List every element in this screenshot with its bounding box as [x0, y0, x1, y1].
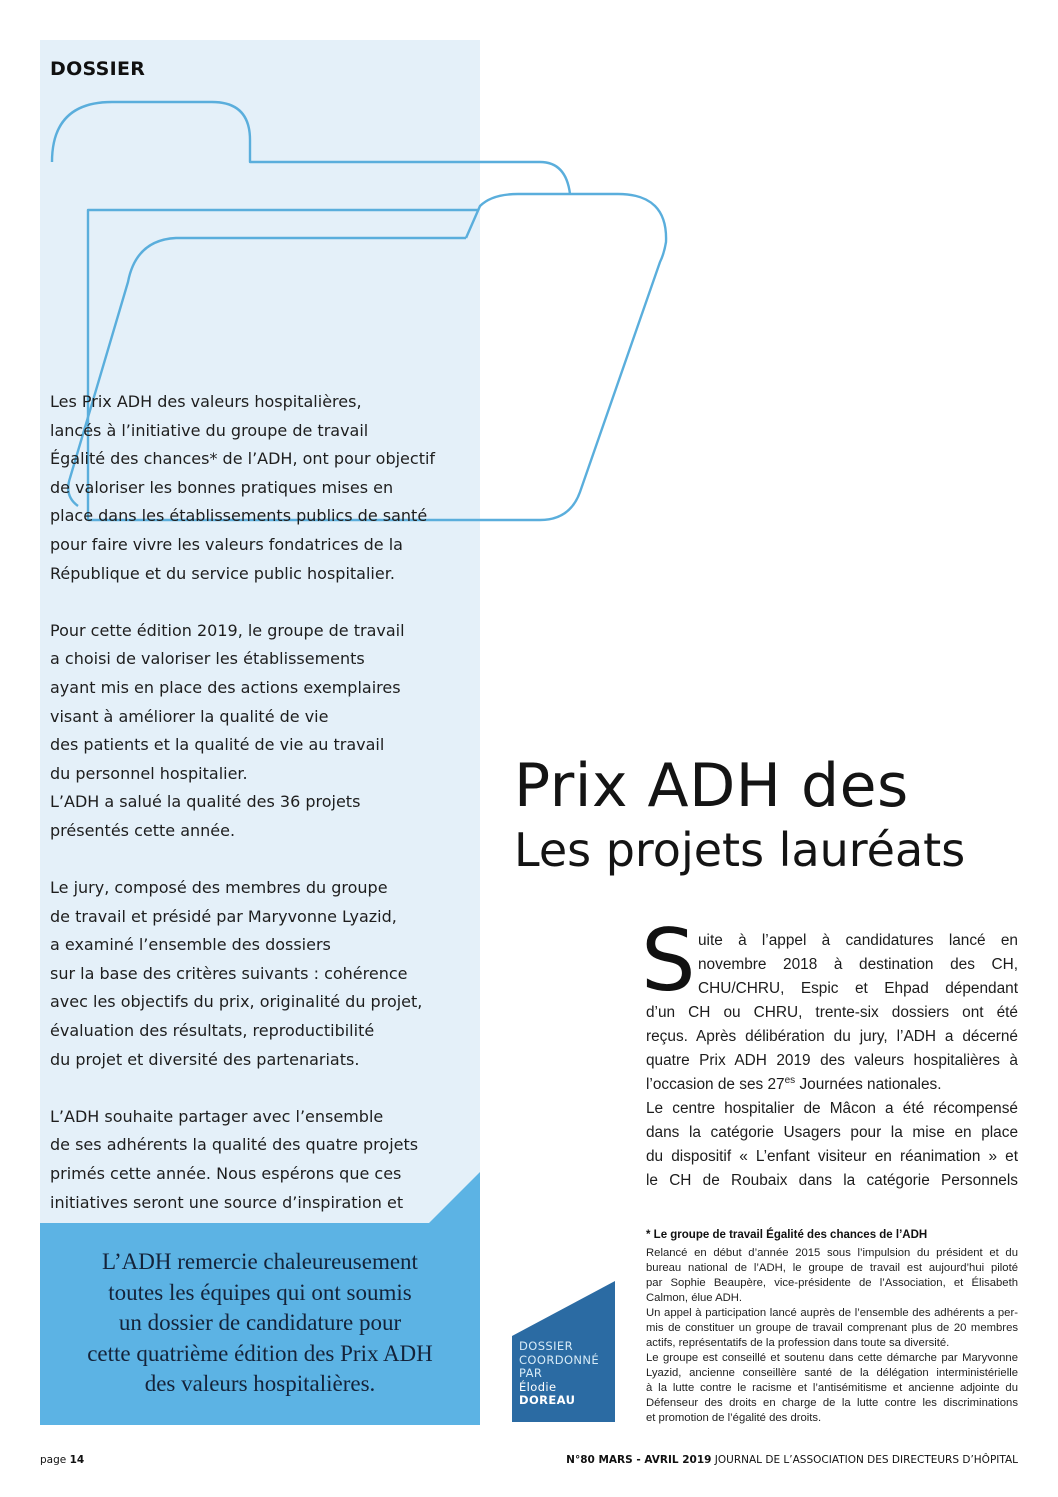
page-subtitle: Les projets lauréats — [514, 823, 966, 877]
lead-line: d’un CH ou CHRU, trente-six dossiers ont été — [646, 1004, 1018, 1021]
lead-line: Le centre hospitalier de Mâcon a été récompensé — [646, 1100, 1018, 1117]
footnote-line: Lyazid, ancienne conseillère santé de la délégation interministérielle — [646, 1367, 1018, 1379]
footnote-line: Un appel à participation lancé auprès de l’ensemble des adhérents a per- — [646, 1307, 1018, 1319]
footnote-line: bureau national de l’ADH, le groupe de travail est aujourd’hui piloté — [646, 1262, 1018, 1274]
lead-line: du dispositif « L’enfant visiteur en réanimation » et — [646, 1148, 1018, 1165]
footnote-line: à la lutte contre le racisme et l’antisémitisme et ancienne adjointe du — [646, 1382, 1018, 1394]
intro-paragraph: L’ADH souhaite partager avec l’ensemble de ses adhérents la qualité des quatre projets primés cette année. Nous espérons que ces initiatives seront une source d’inspiration et — [50, 1106, 419, 1212]
lead-line: CHU/CHRU, Espic et Ehpad dépendant — [698, 980, 1018, 997]
lead-line: reçus. Après délibération du jury, l’ADH a décerné — [646, 1028, 1018, 1045]
page-title: Prix ADH des — [514, 751, 909, 821]
lead-line: novembre 2018 à destination des CH, — [698, 956, 1018, 973]
footnote-line: par Sophie Beaupère, vice-présidente de l’Association, et Élisabeth — [646, 1277, 1018, 1289]
lead-line: l’occasion de ses $27^{es}$ Journées nationales. — [646, 1074, 942, 1093]
footnote-line: Relancé en début d’année 2015 sous l’impulsion du président et du — [646, 1247, 1018, 1259]
intro-paragraph: Le jury, composé des membres du groupe de travail et présidé par Maryvonne Lyazid, a examiné l’ensemble des dossiers sur la base des critères suivants : cohérence avec les objectifs du prix, originalité du projet, évaluation des résultats, reproductibilité du projet et diversité des partenariats. — [50, 878, 423, 1069]
lead-line: dans la catégorie Usagers pour la mise en place — [646, 1124, 1018, 1141]
section-label: DOSSIER — [50, 58, 146, 80]
intro-paragraph: Les Prix ADH des valeurs hospitalières, lancés à l’initiative du groupe de travail Égalité des chances* de l’ADH, ont pour objectif de valoriser les bonnes pratiques mises en place dans les établissements publics de santé pour faire vivre les valeurs fondatrices de la République et du service public hospitalier. — [50, 392, 436, 583]
footnote-line: actifs, représentatifs de la profession dans toute sa diversité. — [646, 1337, 950, 1349]
journal-footer: N°80 MARS - AVRIL 2019 JOURNAL DE L’ASSOCIATION DES DIRECTEURS D’HÔPITAL — [566, 1454, 1018, 1466]
footnote-line: Calmon, élue ADH. — [646, 1292, 743, 1304]
lead-line: quatre Prix ADH 2019 des valeurs hospitalières à — [646, 1052, 1018, 1069]
thanks-message: L’ADH remercie chaleureusement toutes les équipes qui ont soumis un dossier de candidature pour cette quatrième édition des Prix ADH des valeurs hospitalières. — [87, 1249, 433, 1396]
coordinator-credit: DOSSIER COORDONNÉ PAR Élodie DOREAU — [519, 1339, 600, 1408]
corner-fold-shape — [428, 1172, 480, 1224]
intro-paragraph: Pour cette édition 2019, le groupe de travail a choisi de valoriser les établissements ayant mis en place des actions exemplaires visant à améliorer la qualité de vie des patients et la qualité de vie au travail du personnel hospitalier. L’ADH a salué la qualité des 36 projets présentés cette année. — [50, 620, 405, 840]
footnote-line: et promotion de l’égalité des droits. — [646, 1412, 822, 1424]
lead-line: uite à l’appel à candidatures lancé en — [698, 932, 1018, 949]
intro-text — [50, 388, 478, 1246]
footnote-line: Défenseur des droits en charge de la lutte contre les discriminations — [646, 1397, 1018, 1409]
page-number: page 14 — [40, 1454, 85, 1466]
footnote-line: mis de constituer un groupe de travail comprenant plus de 20 membres — [646, 1322, 1018, 1334]
footnote-title: * Le groupe de travail Égalité des chances de l’ADH — [646, 1229, 928, 1241]
lead-line: le CH de Roubaix dans la catégorie Personnels — [646, 1172, 1018, 1189]
drop-cap: S — [641, 911, 696, 1011]
footnote-line: Le groupe est conseillé et soutenu dans cette démarche par Maryvonne — [646, 1352, 1018, 1364]
